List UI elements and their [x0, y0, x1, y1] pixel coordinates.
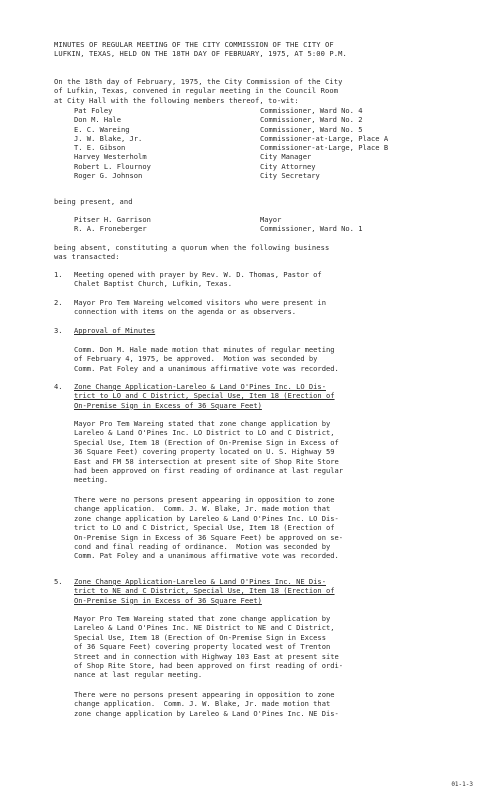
- intro-line: of Lufkin, Texas, convened in regular meeting in the Council Room: [54, 86, 339, 96]
- item-4-paragraph-1: [74, 419, 343, 485]
- item-line: trict to LO and C District, Special Use, Item 18 (Erection of: [74, 391, 335, 401]
- item-line: Meeting opened with prayer by Rev. W. D. Thomas, Pastor of: [74, 270, 322, 279]
- member-name: J. W. Blake, Jr.: [74, 133, 143, 143]
- item-number: 4.: [54, 382, 63, 391]
- para-line: East and FM 58 intersection at present site of Shop Rite Store: [74, 456, 339, 466]
- also-present-text: being present, and: [54, 197, 133, 206]
- para-line: of 36 Square Feet) covering property located west of Trenton: [74, 642, 331, 652]
- member-name: Roger G. Johnson: [74, 171, 143, 181]
- header-line: MINUTES OF REGULAR MEETING OF THE CITY COMMISSION OF THE CITY OF: [54, 40, 334, 49]
- item-line: Chalet Baptist Church, Lufkin, Texas.: [74, 279, 233, 289]
- page-footer-mark: 01-1-3: [451, 781, 473, 788]
- para-line: Comm. Pat Foley and a unanimous affirmative vote was recorded.: [74, 551, 339, 561]
- para-line: Comm. Pat Foley and a unanimous affirmative vote was recorded.: [74, 363, 339, 373]
- member-name: R. A. Froneberger: [74, 224, 147, 234]
- member-title: Commissioner-at-Large, Place B: [260, 143, 389, 153]
- item-heading: [74, 577, 335, 605]
- para-line: On-Premise Sign in Excess of 36 Square Feet) be approved on se-: [74, 532, 344, 542]
- para-line: Mayor Pro Tem Wareing stated that zone change application by: [74, 614, 331, 623]
- item-heading: [74, 326, 155, 335]
- para-line: zone change application by Lareleo & Land O'Pines Inc. LO Dis-: [74, 513, 339, 523]
- member-title: Commissioner-at-Large, Place A: [260, 133, 389, 143]
- item-4-paragraph-2: [74, 495, 343, 561]
- para-line: change application. Comm. J. W. Blake, Jr. made motion that: [74, 699, 331, 709]
- para-line: had been approved on first reading of ordinance at last regular: [74, 466, 344, 476]
- item-number: 2.: [54, 298, 63, 307]
- item-line: trict to NE and C District, Special Use, Item 18 (Erection of: [74, 586, 335, 596]
- item-line: Mayor Pro Tem Wareing welcomed visitors who were present in: [74, 298, 326, 307]
- item-heading-text: Approval of Minutes: [74, 326, 156, 335]
- intro-line: On the 18th day of February, 1975, the City Commission of the City: [54, 77, 343, 86]
- para-line: trict to LO and C District, Special Use, Item 18 (Erection of: [74, 523, 335, 533]
- para-line: There were no persons present appearing in opposition to zone: [74, 495, 335, 504]
- item-text: [74, 270, 322, 289]
- member-name: Robert L. Flournoy: [74, 161, 151, 171]
- member-title: City Attorney: [260, 161, 316, 171]
- para-line: Lareleo & Land O'Pines Inc. NE District to NE and C District,: [74, 623, 335, 633]
- quorum-paragraph: [54, 243, 329, 262]
- para-line: Comm. Don M. Hale made motion that minutes of regular meeting: [74, 345, 335, 354]
- member-title: City Manager: [260, 152, 312, 162]
- intro-paragraph: [54, 77, 342, 105]
- item-line: Zone Change Application-Lareleo & Land O'Pines Inc. NE Dis-: [74, 577, 326, 586]
- item-text: [74, 298, 326, 317]
- item-3-paragraph: [74, 345, 339, 373]
- para-line: change application. Comm. J. W. Blake, Jr. made motion that: [74, 504, 331, 514]
- header-line: LUFKIN, TEXAS, HELD ON THE 18TH DAY OF FEBRUARY, 1975, AT 5:00 P.M.: [54, 49, 347, 59]
- para-line: Mayor Pro Tem Wareing stated that zone change application by: [74, 419, 331, 428]
- member-name: Don M. Hale: [74, 115, 121, 125]
- member-name: Pitser H. Garrison: [74, 215, 151, 224]
- para-line: Lareleo & Land O'Pines Inc. LO District to LO and C District,: [74, 428, 335, 438]
- item-line: On-Premise Sign in Excess of 36 Square Feet): [74, 400, 262, 410]
- item-line: connection with items on the agenda or as observers.: [74, 307, 297, 317]
- item-heading: [74, 382, 335, 410]
- quorum-line: being absent, constituting a quorum when the following business: [54, 243, 330, 252]
- para-line: nance at last regular meeting.: [74, 670, 203, 680]
- member-name: Pat Foley: [74, 106, 113, 115]
- para-line: 36 Square Feet) covering property located on U. S. Highway 59: [74, 447, 335, 457]
- member-title: Commissioner, Ward No. 4: [260, 106, 363, 115]
- para-line: zone change application by Lareleo & Land O'Pines Inc. NE Dis-: [74, 708, 339, 718]
- minutes-header: [54, 40, 347, 59]
- member-title: City Secretary: [260, 171, 320, 181]
- item-number: 1.: [54, 270, 63, 279]
- member-name: E. C. Wareing: [74, 124, 130, 134]
- member-name: Harvey Westerholm: [74, 152, 147, 162]
- item-5-paragraph-2: [74, 690, 339, 718]
- para-line: Special Use, Item 18 (Erection of On-Premise Sign in Excess of: [74, 437, 339, 447]
- para-line: meeting.: [74, 475, 109, 485]
- item-number: 3.: [54, 326, 63, 335]
- para-line: of February 4, 1975, be approved. Motion was seconded by: [74, 354, 318, 364]
- para-line: Street and in connection with Highway 103 East at present site: [74, 651, 339, 661]
- intro-line: at City Hall with the following members thereof, to-wit:: [54, 95, 299, 105]
- para-line: of Shop Rite Store, had been approved on first reading of ordi-: [74, 661, 344, 671]
- item-number: 5.: [54, 577, 63, 586]
- member-title: Commissioner, Ward No. 2: [260, 115, 363, 125]
- para-line: cond and final reading of ordinance. Motion was seconded by: [74, 542, 331, 552]
- para-line: There were no persons present appearing in opposition to zone: [74, 690, 335, 699]
- quorum-line: was transacted:: [54, 252, 120, 262]
- item-line: On-Premise Sign in Excess of 36 Square Feet): [74, 595, 262, 605]
- item-line: Zone Change Application-Lareleo & Land O'Pines Inc. LO Dis-: [74, 382, 326, 391]
- item-5-paragraph-1: [74, 614, 343, 680]
- para-line: Special Use, Item 18 (Erection of On-Premise Sign in Excess: [74, 632, 326, 642]
- member-title: Mayor: [260, 215, 282, 224]
- member-title: Commissioner, Ward No. 5: [260, 124, 363, 134]
- member-title: Commissioner, Ward No. 1: [260, 224, 363, 234]
- member-name: T. E. Gibson: [74, 143, 126, 153]
